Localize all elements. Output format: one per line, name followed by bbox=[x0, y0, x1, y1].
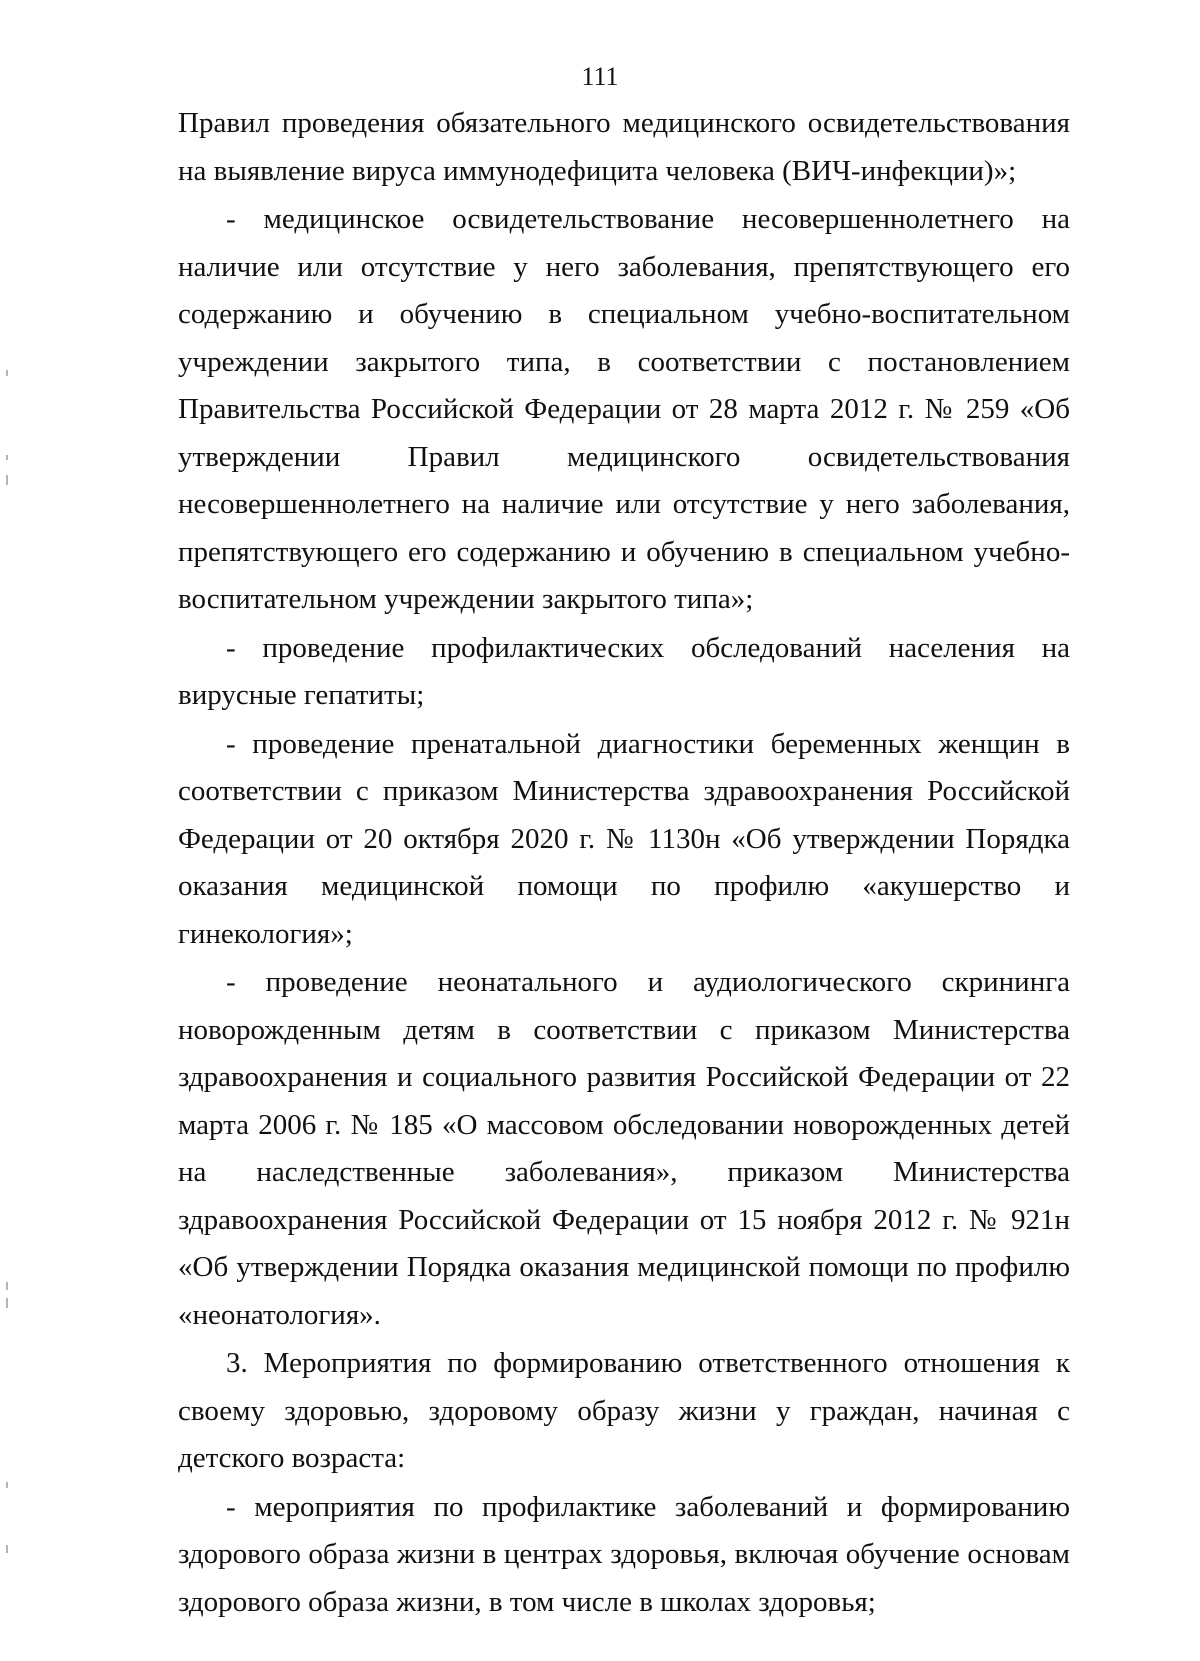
document-body bbox=[178, 100, 1070, 1626]
paragraph-minor-medical-examination: - медицинское освидетельствование несовершеннолетнего на наличие или отсутствие у него заболевания, препятствующего его содержанию и обучению в специальном учебно-воспитательном учреждении закрытого типа, в соответствии с постановлением Правительства Российской Федерации от 28 марта 2012 г. № 259 «Об утверждении Правил медицинского освидетельствования несовершеннолетнего на наличие или отсутствие у него заболевания, препятствующего его содержанию и обучению в специальном учебно-воспитательном учреждении закрытого типа»; bbox=[178, 203, 1070, 615]
paragraph-health-centers: - мероприятия по профилактике заболеваний и формированию здорового образа жизни в центрах здоровья, включая обучение основам здорового образа жизни, в том числе в школах здоровья; bbox=[178, 1490, 1070, 1618]
paragraph-prenatal-diagnostics: - проведение пренатальной диагностики беременных женщин в соответствии с приказом Министерства здравоохранения Российской Федерации от 20 октября 2020 г. № 1130н «Об утверждении Порядка оказания медицинской помощи по профилю «акушерство и гинекология»; bbox=[178, 727, 1070, 950]
page-number: 111 bbox=[581, 62, 619, 91]
scan-edge-mark bbox=[6, 1298, 8, 1308]
scan-edge-mark bbox=[6, 1482, 8, 1488]
paragraph-hepatitis-screening: - проведение профилактических обследований населения на вирусные гепатиты; bbox=[178, 631, 1070, 711]
scan-edge-mark bbox=[6, 1282, 8, 1290]
paragraph-neonatal-screening: - проведение неонатального и аудиологического скрининга новорожденным детям в соответствии с приказом Министерства здравоохранения и социального развития Российской Федерации от 22 марта 2006 г. № 185 «О массовом обследовании новорожденных детей на наследственные заболевания», приказом Министерства здравоохранения Российской Федерации от 15 ноября 2012 г. № 921н «Об утверждении Порядка оказания медицинской помощи по профилю «неонатология». bbox=[178, 966, 1070, 1331]
scan-edge-mark bbox=[6, 370, 8, 376]
paragraph-rules-hiv-continuation: Правил проведения обязательного медицинского освидетельствования на выявление вируса иммунодефицита человека (ВИЧ-инфекции)»; bbox=[178, 107, 1070, 187]
scan-edge-mark bbox=[6, 475, 8, 485]
scan-edge-mark bbox=[6, 455, 8, 460]
scan-edge-mark bbox=[6, 1545, 8, 1553]
paragraph-section-3-heading: 3. Мероприятия по формированию ответственного отношения к своему здоровью, здоровому образу жизни у граждан, начиная с детского возраста: bbox=[178, 1347, 1070, 1474]
